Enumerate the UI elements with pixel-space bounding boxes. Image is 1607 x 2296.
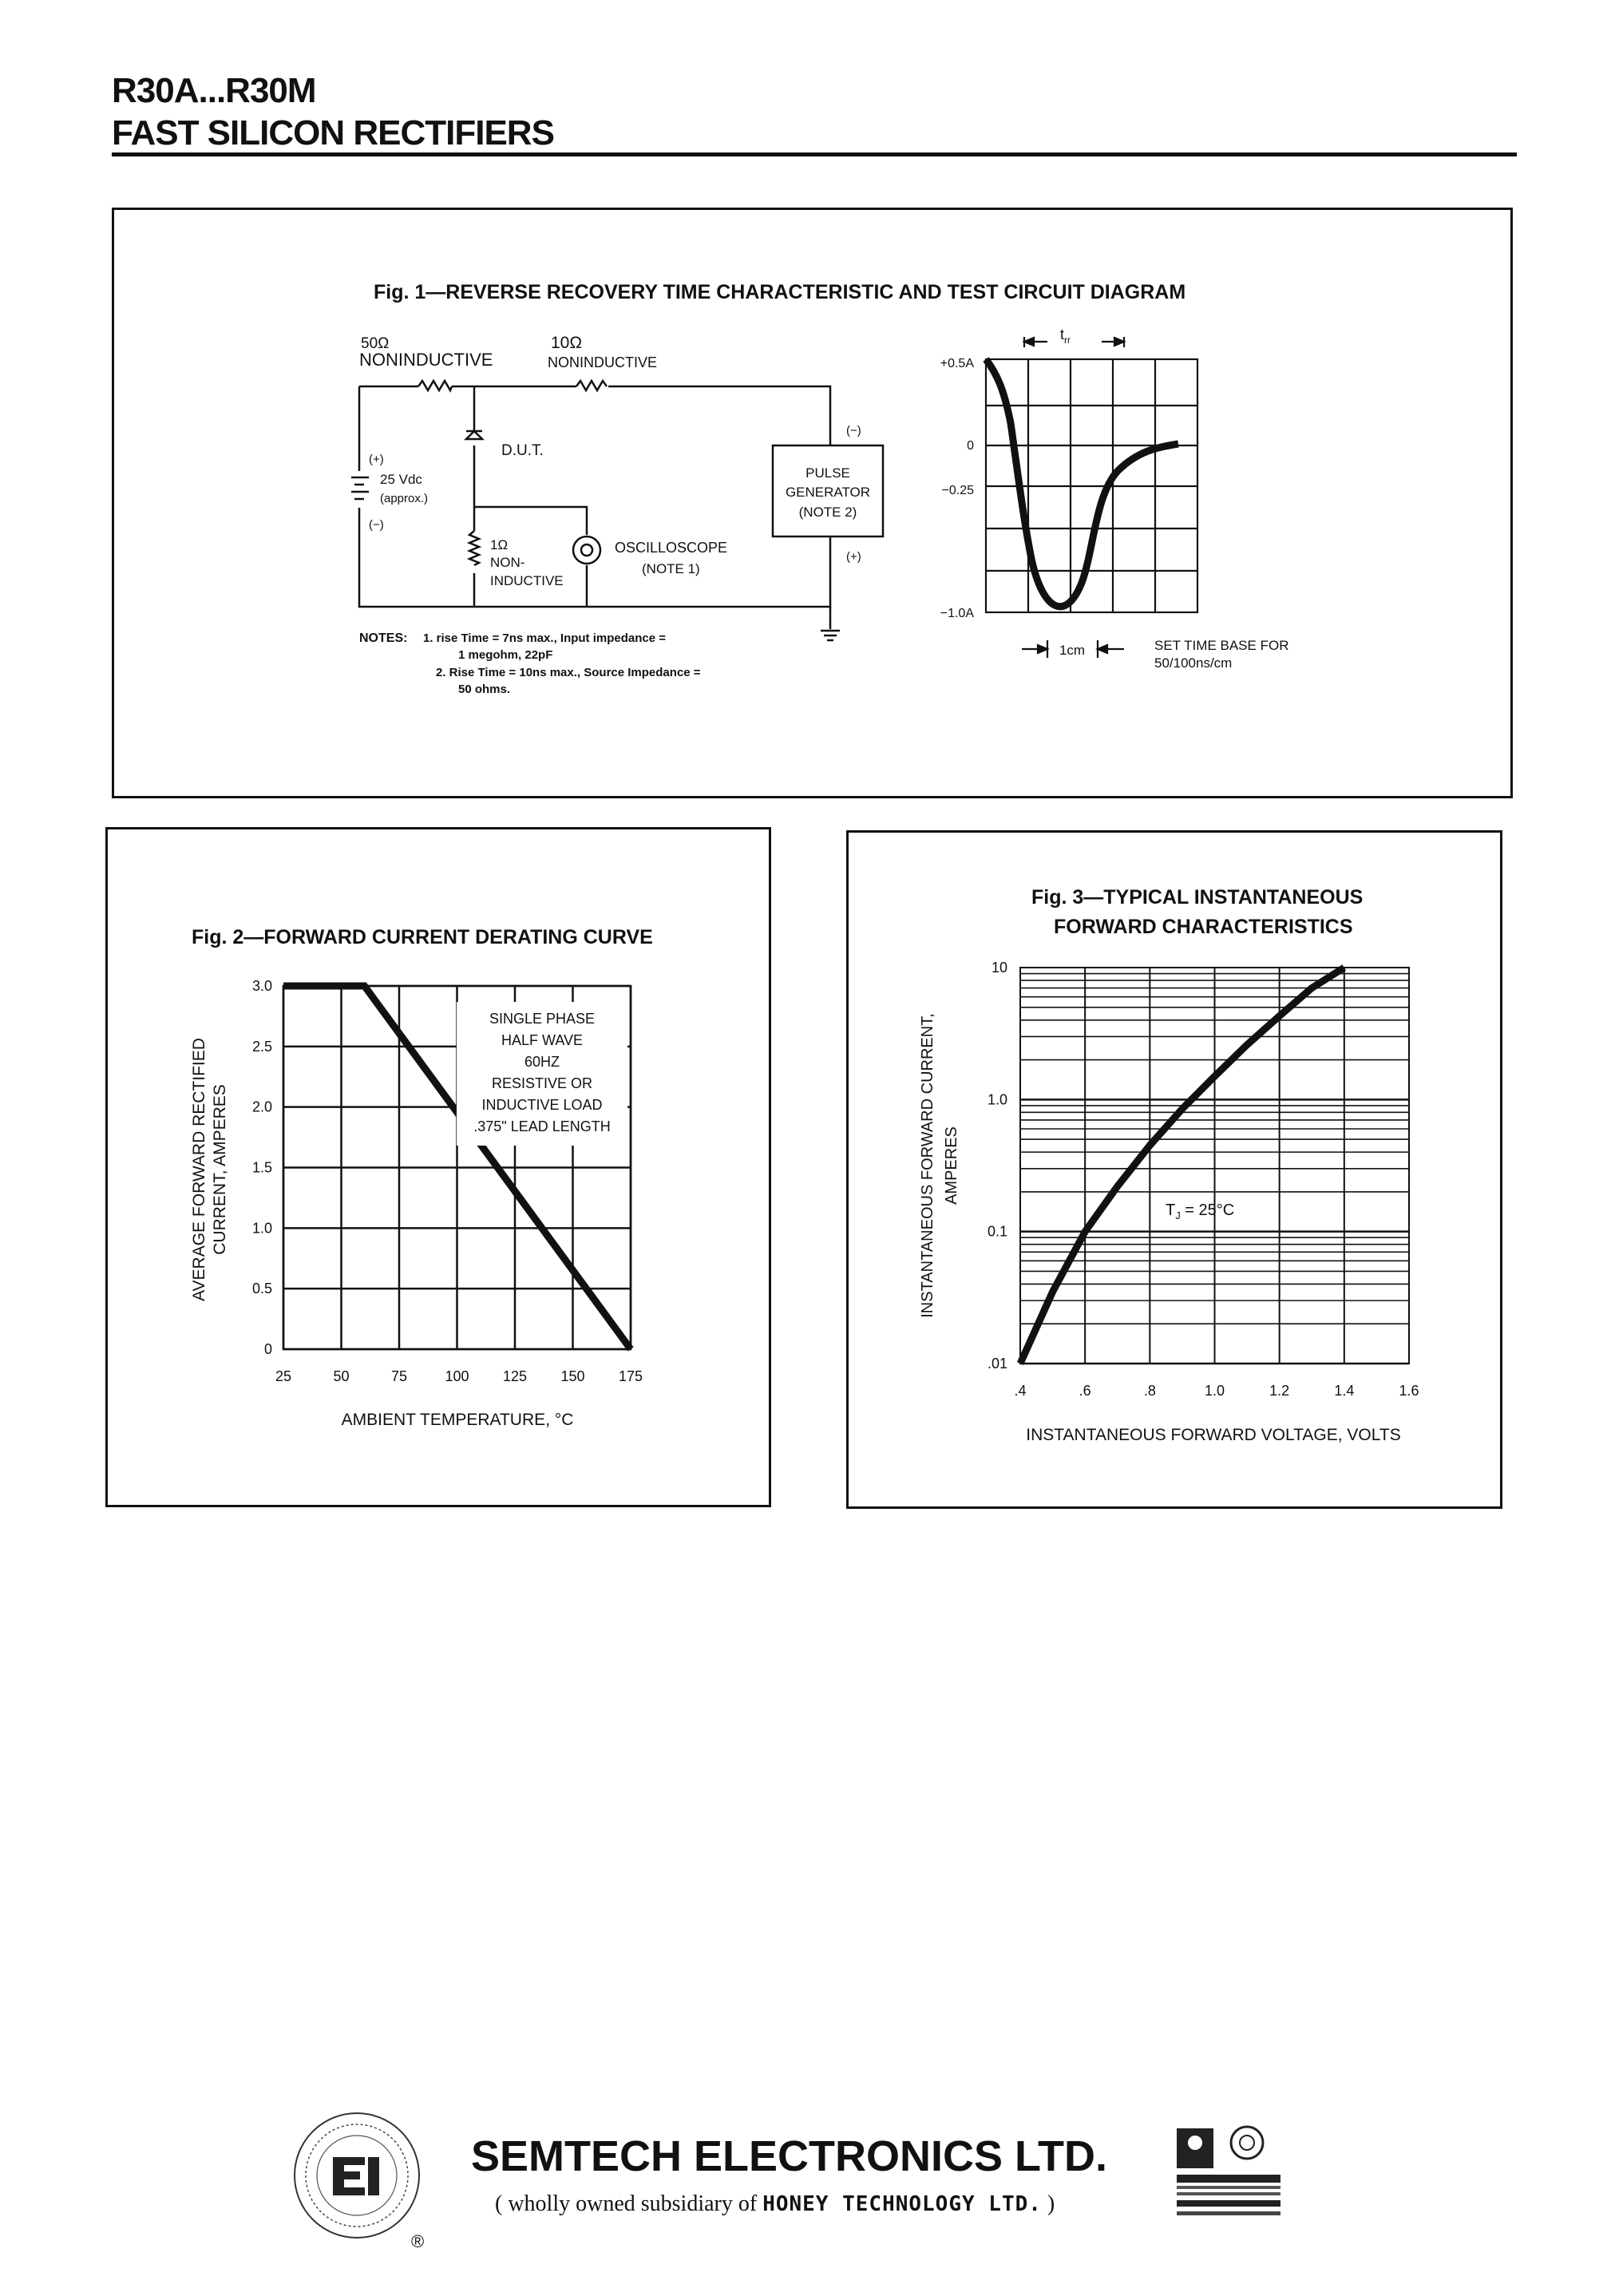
- x-tick-label: .6: [1079, 1383, 1091, 1399]
- fig2-note-line: INDUCTIVE LOAD: [481, 1097, 603, 1113]
- note1-a: 1. rise Time = 7ns max., Input impedance =: [423, 631, 667, 645]
- fig2-xlabel: AMBIENT TEMPERATURE, °C: [341, 1411, 574, 1429]
- y-tick-label: .01: [987, 1356, 1007, 1372]
- timebase-a: SET TIME BASE FOR: [1154, 638, 1289, 653]
- x-tick-label: 100: [445, 1368, 469, 1384]
- x-tick-label: 1.2: [1269, 1383, 1290, 1399]
- trr-y-label: 0: [967, 439, 974, 453]
- osc-label: OSCILLOSCOPE: [615, 540, 728, 556]
- trr-graph: [986, 337, 1197, 658]
- notes-label: NOTES:: [359, 631, 408, 645]
- y-tick-label: 1.5: [251, 1159, 272, 1176]
- y-tick-label: 0.5: [251, 1281, 272, 1297]
- parent-company: HONEY TECHNOLOGY LTD.: [762, 2192, 1042, 2216]
- y-tick-label: 2.5: [251, 1038, 272, 1055]
- tj-value: = 25°C: [1180, 1201, 1235, 1219]
- fig3-chart: [910, 950, 1485, 1461]
- fig3-title-b: FORWARD CHARACTERISTICS: [1054, 916, 1353, 938]
- src-approx: (approx.): [380, 492, 429, 505]
- x-tick-label: 1.4: [1334, 1383, 1355, 1399]
- fig2-title: Fig. 2—FORWARD CURRENT DERATING CURVE: [192, 926, 653, 948]
- fig2-note-line: RESISTIVE OR: [491, 1075, 593, 1091]
- forward-curve: [1020, 968, 1344, 1364]
- y-tick-label: 10: [991, 960, 1007, 976]
- pulse-label-b: GENERATOR: [785, 485, 871, 500]
- y-tick-label: 1.0: [987, 1091, 1007, 1108]
- y-tick-label: 3.0: [251, 978, 272, 994]
- subsidiary-suffix: ): [1041, 2191, 1055, 2216]
- r50-label: 50Ω: [361, 335, 390, 352]
- registered-mark: ®: [411, 2231, 425, 2251]
- document-title: R30A...R30M: [112, 71, 316, 110]
- r10-type: NONINDUCTIVE: [548, 354, 658, 370]
- trr-y-label: −1.0A: [940, 607, 974, 620]
- fig2-note-line: .375" LEAD LENGTH: [473, 1118, 611, 1134]
- trr-label: [1060, 327, 1071, 346]
- trr-t: t: [1060, 327, 1065, 342]
- r1-type-a: NON-: [490, 555, 525, 570]
- timebase-b: 50/100ns/cm: [1154, 655, 1233, 671]
- fig2-note-line: SINGLE PHASE: [489, 1011, 596, 1027]
- header-rule: [112, 152, 1517, 156]
- fig3-ylabel-a: INSTANTANEOUS FORWARD CURRENT,: [919, 1013, 936, 1318]
- note2-b: 50 ohms.: [458, 683, 511, 696]
- cm-label: 1cm: [1059, 643, 1086, 658]
- fig2-note-line: 60HZ: [524, 1054, 560, 1070]
- fig2-ylabel-b: CURRENT, AMPERES: [211, 1084, 229, 1255]
- fig3-title-a: Fig. 3—TYPICAL INSTANTANEOUS: [1031, 886, 1364, 909]
- gen-plus: (+): [846, 550, 861, 564]
- fig2-note-line: HALF WAVE: [501, 1032, 584, 1048]
- osc-note: (NOTE 1): [642, 561, 700, 576]
- r10-label: 10Ω: [551, 334, 583, 352]
- pulse-label-c: (NOTE 2): [798, 505, 857, 520]
- x-tick-label: .8: [1143, 1383, 1156, 1399]
- iso-certification-logo: [1175, 2124, 1287, 2227]
- company-subsidiary: [495, 2191, 1055, 2217]
- tj-label: [1166, 1201, 1234, 1221]
- y-tick-label: 0.1: [987, 1223, 1007, 1240]
- x-tick-label: 150: [560, 1368, 585, 1384]
- src-plus: (+): [369, 453, 384, 466]
- pulse-label-a: PULSE: [805, 465, 850, 481]
- semtech-seal-logo: [291, 2108, 435, 2259]
- company-name: SEMTECH ELECTRONICS LTD.: [471, 2132, 1108, 2180]
- fig3-ylabel-b: AMPERES: [943, 1126, 960, 1205]
- src-volt: 25 Vdc: [380, 472, 422, 487]
- trr-sub: rr: [1064, 335, 1071, 346]
- x-tick-label: 1.6: [1399, 1383, 1419, 1399]
- gen-minus: (−): [846, 424, 861, 437]
- r1-type-b: INDUCTIVE: [490, 573, 564, 588]
- x-tick-label: 175: [618, 1368, 643, 1384]
- fig2-chart: [160, 974, 734, 1453]
- x-tick-label: .4: [1014, 1383, 1027, 1399]
- y-tick-label: 2.0: [251, 1099, 272, 1115]
- x-tick-label: 50: [333, 1368, 350, 1384]
- fig3-xlabel: INSTANTANEOUS FORWARD VOLTAGE, VOLTS: [1026, 1426, 1401, 1444]
- fig1-diagram: [351, 319, 1389, 718]
- x-tick-label: 75: [390, 1368, 408, 1384]
- fig2-ylabel-a: AVERAGE FORWARD RECTIFIED: [190, 1038, 208, 1301]
- r1-label: 1Ω: [490, 537, 509, 552]
- x-tick-label: 1.0: [1204, 1383, 1225, 1399]
- subsidiary-prefix: ( wholly owned subsidiary of: [495, 2191, 763, 2216]
- trr-y-label: −0.25: [941, 484, 974, 497]
- trr-y-label: +0.5A: [940, 357, 974, 370]
- x-tick-label: 125: [502, 1368, 528, 1384]
- note1-b: 1 megohm, 22pF: [458, 648, 553, 662]
- tj-t: T: [1166, 1201, 1176, 1219]
- r50-type: NONINDUCTIVE: [359, 350, 493, 370]
- tj-sub: J: [1175, 1209, 1181, 1221]
- y-tick-label: 1.0: [251, 1220, 272, 1237]
- src-minus: (−): [369, 518, 384, 532]
- y-tick-label: 0: [263, 1341, 272, 1357]
- fig1-title: Fig. 1—REVERSE RECOVERY TIME CHARACTERISTIC AND TEST CIRCUIT DIAGRAM: [374, 281, 1186, 303]
- dut-label: D.U.T.: [501, 442, 544, 459]
- x-tick-label: 25: [275, 1368, 292, 1384]
- note2-a: 2. Rise Time = 10ns max., Source Impedance =: [436, 666, 701, 679]
- document-subtitle: FAST SILICON RECTIFIERS: [112, 113, 554, 152]
